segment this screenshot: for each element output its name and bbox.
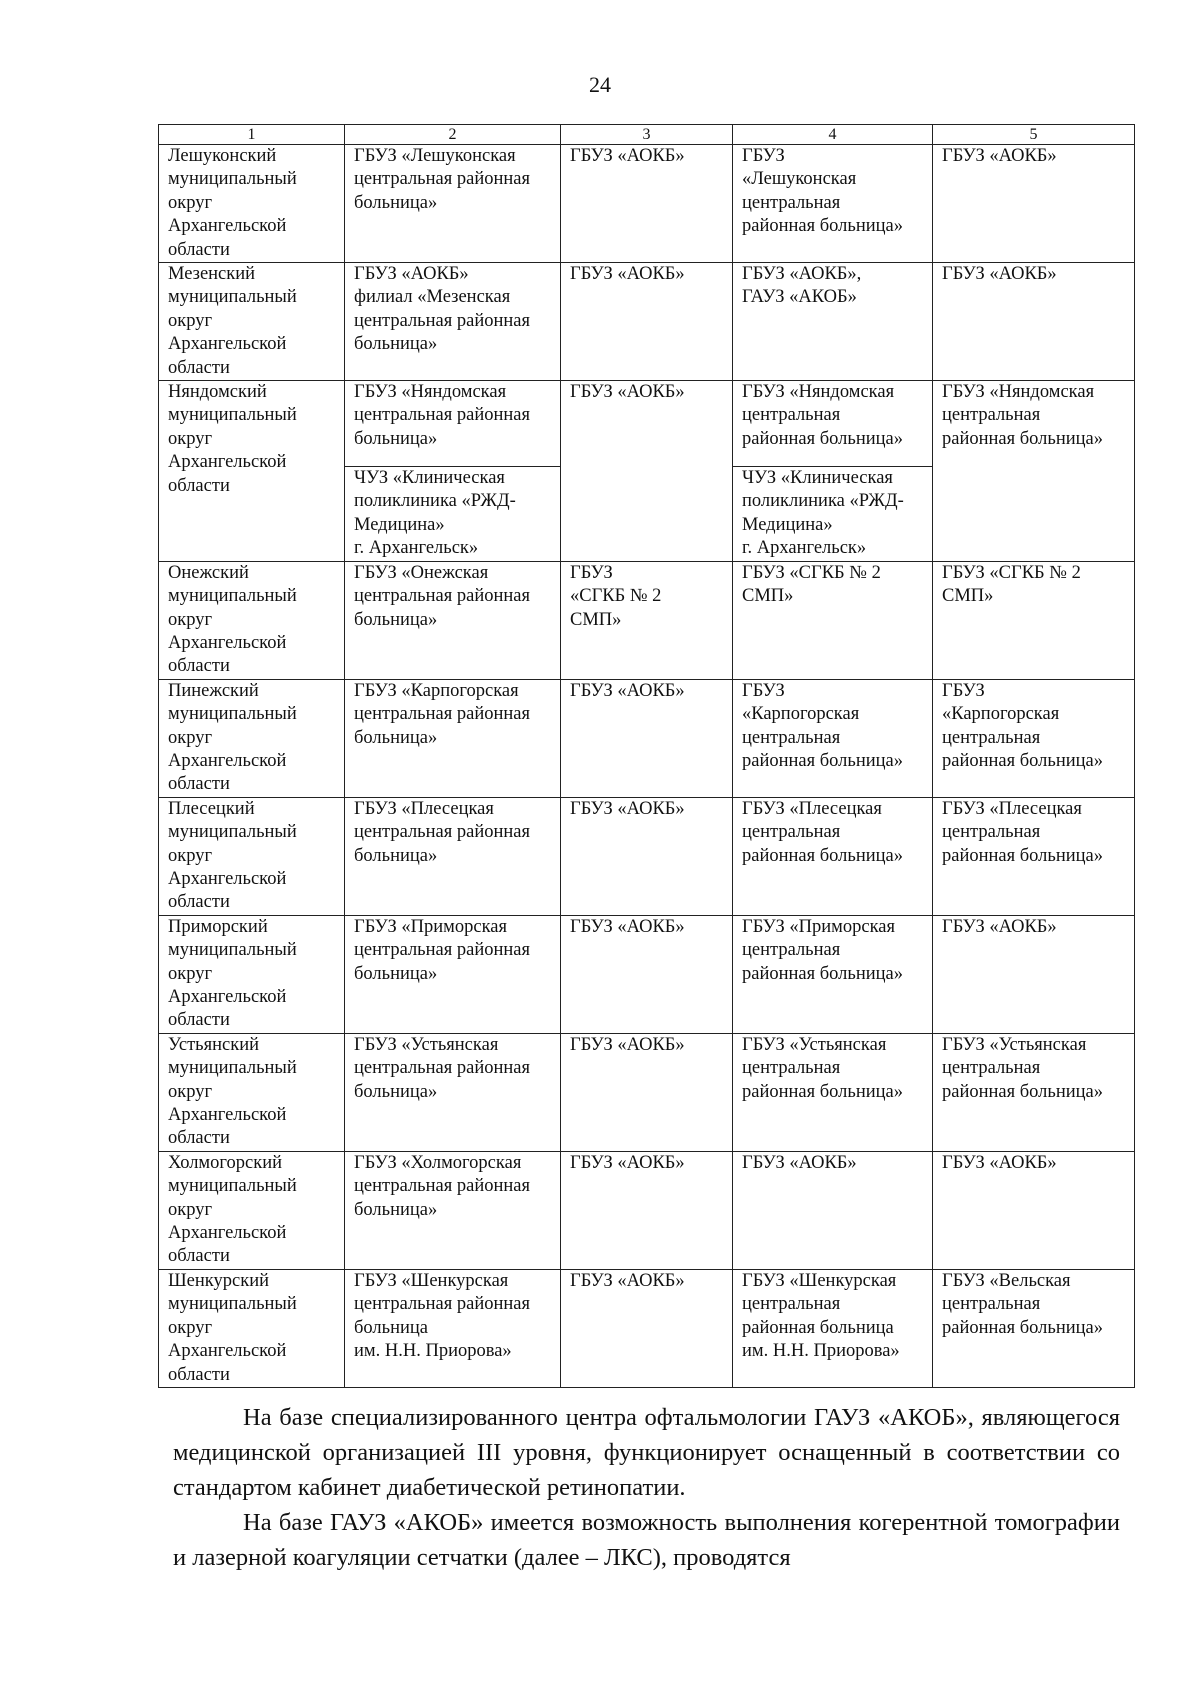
table-cell: ГБУЗ «АОКБ»: [561, 1151, 733, 1269]
table-cell: ГБУЗ «СГКБ № 2 СМП»: [933, 561, 1135, 679]
table-row: [159, 797, 1135, 915]
table-row: [159, 381, 1135, 467]
facilities-table: [158, 124, 1135, 1388]
table-cell: ГБУЗ «АОКБ»: [933, 1151, 1135, 1269]
table-row: [159, 1269, 1135, 1387]
table-cell: ГБУЗ «АОКБ»: [561, 1269, 733, 1387]
table-cell: ГБУЗ «Онежская центральная районная больница»: [345, 561, 561, 679]
table-cell: ГБУЗ «АОКБ»: [561, 381, 733, 562]
table-row: [159, 915, 1135, 1033]
table-cell-district: Мезенский муниципальный округ Архангельской области: [159, 263, 345, 381]
table-cell: ГБУЗ «АОКБ»: [561, 145, 733, 263]
table-cell-district: Приморский муниципальный округ Архангельской области: [159, 915, 345, 1033]
table-cell: ГБУЗ «Карпогорская центральная районная больница»: [733, 679, 933, 797]
paragraph: На базе ГАУЗ «АКОБ» имеется возможность выполнения когерентной томографии и лазерной коагуляции сетчатки (далее – ЛКС), проводятся: [173, 1509, 1120, 1571]
table-row: [159, 1151, 1135, 1269]
table-cell: ГБУЗ «СГКБ № 2 СМП»: [733, 561, 933, 679]
table-cell: ГБУЗ «АОКБ»: [933, 915, 1135, 1033]
table-cell: ЧУЗ «Клиническая поликлиника «РЖД- Медицина» г. Архангельск»: [733, 467, 933, 562]
table-header-row: [159, 125, 1135, 145]
column-header: 3: [561, 125, 733, 145]
table-cell: ГБУЗ «Лешуконская центральная районная больница»: [345, 145, 561, 263]
table-cell: ГБУЗ «АОКБ»: [561, 797, 733, 915]
table-cell: ГБУЗ «АОКБ»: [561, 915, 733, 1033]
table-cell: ГБУЗ «Лешуконская центральная районная больница»: [733, 145, 933, 263]
table-cell: ГБУЗ «Карпогорская центральная районная больница»: [933, 679, 1135, 797]
table-cell: ГБУЗ «Устьянская центральная районная больница»: [345, 1033, 561, 1151]
table-cell-district: Няндомский муниципальный округ Архангельской области: [159, 381, 345, 562]
table-cell-district: Шенкурский муниципальный округ Архангельской области: [159, 1269, 345, 1387]
table-cell: ГБУЗ «Плесецкая центральная районная больница»: [345, 797, 561, 915]
column-header: 1: [159, 125, 345, 145]
table-cell: ГБУЗ «Плесецкая центральная районная больница»: [933, 797, 1135, 915]
table-cell: ГБУЗ «Няндомская центральная районная больница»: [933, 381, 1135, 562]
paragraph: На базе специализированного центра офтальмологии ГАУЗ «АКОБ», являющегося медицинской организацией III уровня, функционирует оснащенный в соответствии со стандартом кабинет диабетической ретинопатии.: [173, 1404, 1120, 1501]
column-header: 4: [733, 125, 933, 145]
table-cell: ГБУЗ «Устьянская центральная районная больница»: [933, 1033, 1135, 1151]
table-cell: ГБУЗ «АОКБ», ГАУЗ «АКОБ»: [733, 263, 933, 381]
table-row: [159, 561, 1135, 679]
column-header: 2: [345, 125, 561, 145]
table-cell: ЧУЗ «Клиническая поликлиника «РЖД- Медицина» г. Архангельск»: [345, 467, 561, 562]
table-row: [159, 679, 1135, 797]
table-cell: ГБУЗ «Карпогорская центральная районная больница»: [345, 679, 561, 797]
table-cell: ГБУЗ «АОКБ» филиал «Мезенская центральная районная больница»: [345, 263, 561, 381]
table-cell: ГБУЗ «Приморская центральная районная больница»: [345, 915, 561, 1033]
table-cell-district: Холмогорский муниципальный округ Архангельской области: [159, 1151, 345, 1269]
table-cell: ГБУЗ «Вельская центральная районная больница»: [933, 1269, 1135, 1387]
table-cell-district: Плесецкий муниципальный округ Архангельской области: [159, 797, 345, 915]
table-cell-district: Лешуконский муниципальный округ Архангельской области: [159, 145, 345, 263]
table-cell: ГБУЗ «АОКБ»: [561, 263, 733, 381]
table-cell-district: Пинежский муниципальный округ Архангельской области: [159, 679, 345, 797]
table-row: [159, 1033, 1135, 1151]
page-number: 24: [589, 72, 611, 97]
body-text: [173, 1400, 1120, 1575]
table-cell: ГБУЗ «Няндомская центральная районная больница»: [345, 381, 561, 467]
table-cell-district: Онежский муниципальный округ Архангельской области: [159, 561, 345, 679]
table-cell: ГБУЗ «АОКБ»: [561, 1033, 733, 1151]
table-cell: ГБУЗ «Устьянская центральная районная больница»: [733, 1033, 933, 1151]
table-cell: ГБУЗ «Шенкурская центральная районная больница им. Н.Н. Приорова»: [345, 1269, 561, 1387]
table-cell: ГБУЗ «Шенкурская центральная районная больница им. Н.Н. Приорова»: [733, 1269, 933, 1387]
column-header: 5: [933, 125, 1135, 145]
table-cell: ГБУЗ «СГКБ № 2 СМП»: [561, 561, 733, 679]
table-cell-district: Устьянский муниципальный округ Архангельской области: [159, 1033, 345, 1151]
table-cell: ГБУЗ «Холмогорская центральная районная больница»: [345, 1151, 561, 1269]
table-cell: ГБУЗ «Плесецкая центральная районная больница»: [733, 797, 933, 915]
table-cell: ГБУЗ «АОКБ»: [561, 679, 733, 797]
table-cell: ГБУЗ «Приморская центральная районная больница»: [733, 915, 933, 1033]
table-row: [159, 263, 1135, 381]
table-cell: ГБУЗ «Няндомская центральная районная больница»: [733, 381, 933, 467]
table-cell: ГБУЗ «АОКБ»: [933, 145, 1135, 263]
table-cell: ГБУЗ «АОКБ»: [733, 1151, 933, 1269]
table-row: [159, 145, 1135, 263]
table-cell: ГБУЗ «АОКБ»: [933, 263, 1135, 381]
